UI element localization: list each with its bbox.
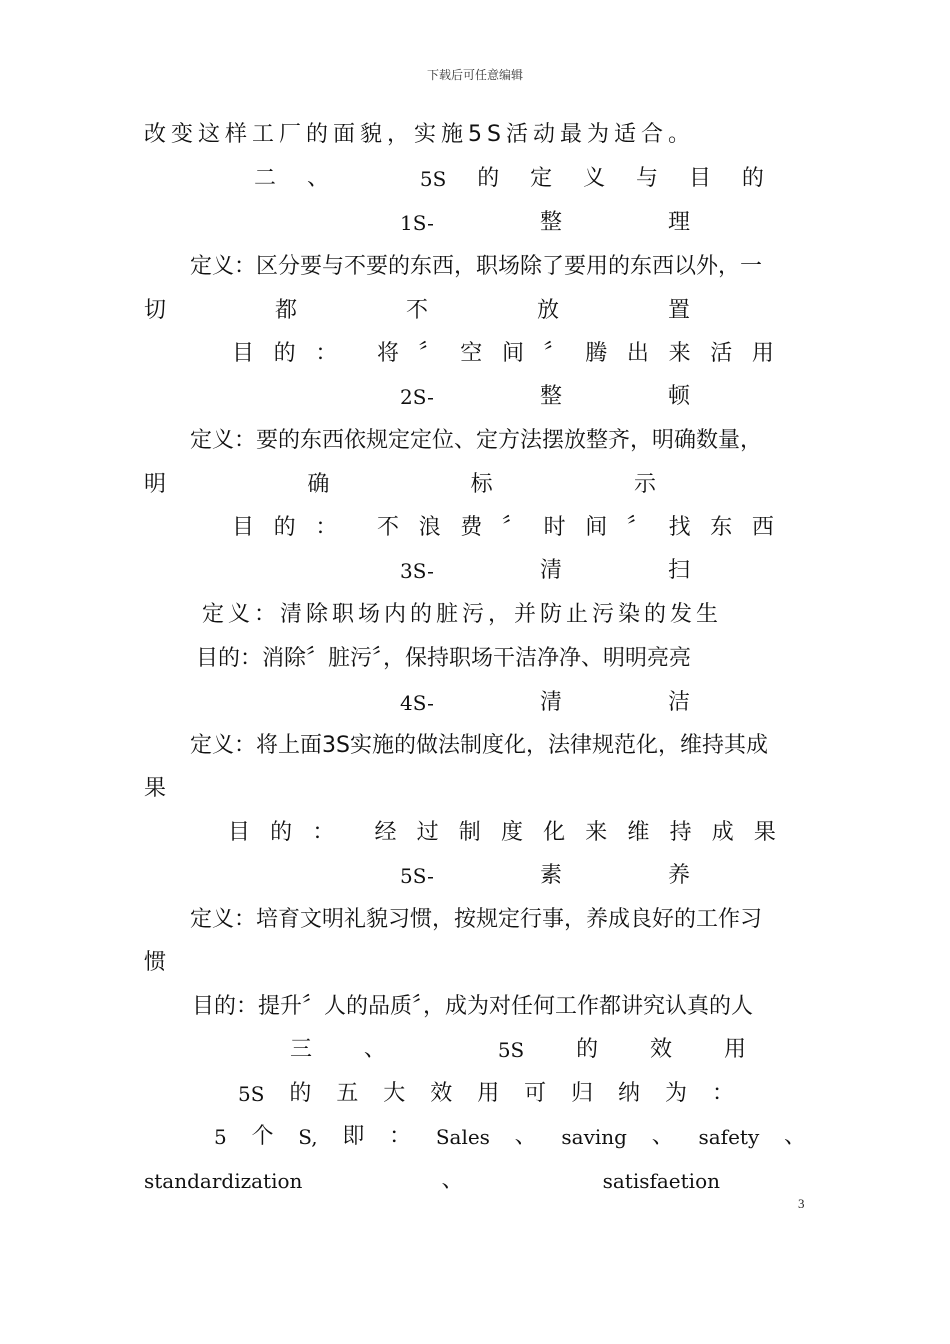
text-char: 5S [419,167,447,191]
text-char: 目 [232,515,255,540]
paragraph-text: 目的：消除〞脏污〞，保持职场干洁净净、明明亮亮 [196,646,692,671]
paragraph-text: 改变这样工厂的面貌，实施5S活动最为适合。 [144,122,695,147]
text-char: 放 [536,298,559,323]
header-note: 下载后可任意编辑 [426,68,523,82]
text-char: 为 [665,1081,688,1106]
text-line [202,598,802,632]
text-char: 经 [374,820,397,845]
paragraph-text: 惯 [144,950,167,975]
text-char: 定 [530,166,553,191]
text-char: 的 [273,341,296,366]
text-char: 的 [270,820,293,845]
text-char: 的 [576,1037,599,1062]
text-char: 4S- [400,691,434,715]
text-char: 费 [460,515,483,540]
text-char: ： [711,1081,734,1106]
text-char: 与 [636,166,659,191]
text-line-spread [144,294,690,328]
text-char: 维 [627,820,650,845]
text-char: 〞 [418,341,441,366]
text-char: 腾 [585,341,608,366]
text-char: 目 [688,166,711,191]
text-char: 的 [273,515,296,540]
section-heading-2 [254,162,764,196]
text-char: 义 [583,166,606,191]
text-char: 5 [214,1125,227,1149]
text-word: standardization [144,1169,303,1193]
text-line-spread [144,468,656,502]
text-char: 清 [539,690,562,715]
text-line [144,946,806,980]
text-line [190,424,810,458]
text-char: 置 [667,298,690,323]
text-char: 〞 [626,515,649,540]
text-char: 、 [441,1168,464,1193]
text-char: 整 [539,384,562,409]
text-char: ： [315,341,338,366]
text-char: 不 [376,515,399,540]
text-char: 洁 [667,690,690,715]
text-char: 5S [497,1038,525,1062]
subheading-2s [400,380,690,414]
text-char: 、 [514,1124,537,1149]
text-char: 制 [458,820,481,845]
text-char: 顿 [667,384,690,409]
text-char: 的 [741,166,764,191]
paragraph-text: 定义：要的东西依规定定位、定方法摆放整齐，明确数量， [190,428,763,453]
paragraph-text: 定义：培育文明礼貌习惯，按规定行事，养成良好的工作习 [190,907,763,932]
text-char: 来 [585,820,608,845]
text-char: 整 [539,210,562,235]
text-line [190,729,810,763]
text-char: 可 [524,1081,547,1106]
text-line [192,990,802,1024]
subheading-3s [400,554,690,588]
text-char: 、 [651,1124,674,1149]
text-char: 确 [307,472,330,497]
text-char: 用 [751,341,774,366]
paragraph-text: 目的：提升〞人的品质〞，成为对任何工作都讲究认真的人 [192,994,754,1019]
text-char: 示 [633,472,656,497]
text-char: 〞 [543,341,566,366]
text-char: 3S- [400,559,434,583]
text-char: 西 [751,515,774,540]
text-char: 归 [571,1081,594,1106]
text-line-spread [214,1120,806,1154]
text-line [144,118,806,152]
text-word: satisfaetion [602,1169,720,1193]
text-char: 果 [753,820,776,845]
page-number: 3 [798,1196,805,1211]
text-char: 效 [430,1081,453,1106]
text-char: 东 [710,515,733,540]
purpose-line-4s [228,816,776,850]
text-char: 理 [667,210,690,235]
text-char: 5S [238,1082,265,1106]
text-word: Sales [435,1125,490,1149]
text-char: 活 [710,341,733,366]
text-char: 1S- [400,211,434,235]
subheading-4s [400,686,690,720]
text-line [190,250,810,284]
text-char: 用 [723,1037,746,1062]
text-char: 找 [668,515,691,540]
text-line [190,903,810,937]
text-char: 、 [363,1037,386,1062]
text-char: 、 [306,166,329,191]
paragraph-text: 定义：清除职场内的脏污，并防止污染的发生 [202,602,723,627]
text-char: ： [315,515,338,540]
text-char: 三 [290,1037,313,1062]
text-char: 标 [470,472,493,497]
section-heading-3 [290,1033,746,1067]
text-line-spread [144,1164,720,1198]
text-char: 2S- [400,385,434,409]
text-char: 化 [543,820,566,845]
text-char: 、 [783,1124,806,1149]
text-char: 切 [144,298,167,323]
text-line [144,772,806,806]
text-char: 个 [251,1124,274,1149]
text-char: 浪 [418,515,441,540]
text-char: ： [312,820,335,845]
text-char: 将 [376,341,399,366]
text-char: 即 [342,1124,365,1149]
text-char: 〞 [501,515,524,540]
text-char: 不 [405,298,428,323]
text-char: 用 [477,1081,500,1106]
text-word: saving [561,1125,627,1149]
text-char: 素 [539,863,562,888]
text-char: 空 [460,341,483,366]
subheading-5s [400,859,690,893]
paragraph-text: 定义：将上面3S实施的做法制度化，法律规范化，维持其成 [190,733,768,758]
text-char: 过 [416,820,439,845]
text-char: ： [389,1124,412,1149]
text-line-spread [238,1077,734,1111]
text-char: 扫 [667,558,690,583]
text-word: safety [698,1125,760,1149]
text-char: 都 [274,298,297,323]
text-char: 清 [539,558,562,583]
text-char: 出 [626,341,649,366]
text-char: 大 [383,1081,406,1106]
text-char: 的 [289,1081,312,1106]
text-char: 来 [668,341,691,366]
text-char: 间 [585,515,608,540]
paragraph-text: 果 [144,776,167,801]
subheading-1s [400,206,690,240]
text-char: 五 [336,1081,359,1106]
text-char: 持 [669,820,692,845]
text-char: 的 [477,166,500,191]
text-char: 成 [711,820,734,845]
text-char: 度 [500,820,523,845]
text-char: 间 [501,341,524,366]
paragraph-text: 定义：区分要与不要的东西，职场除了要用的东西以外，一 [190,254,763,279]
text-char: 二 [254,166,277,191]
text-char: 养 [667,863,690,888]
text-char: S, [298,1125,318,1149]
text-char: 时 [543,515,566,540]
text-char: 纳 [618,1081,641,1106]
text-char: 效 [650,1037,673,1062]
purpose-line-1s [232,337,774,371]
text-char: 目 [232,341,255,366]
text-char: 明 [144,472,167,497]
text-char: 目 [228,820,251,845]
text-line [196,642,796,676]
purpose-line-2s [232,511,774,545]
text-char: 5S- [400,864,434,888]
